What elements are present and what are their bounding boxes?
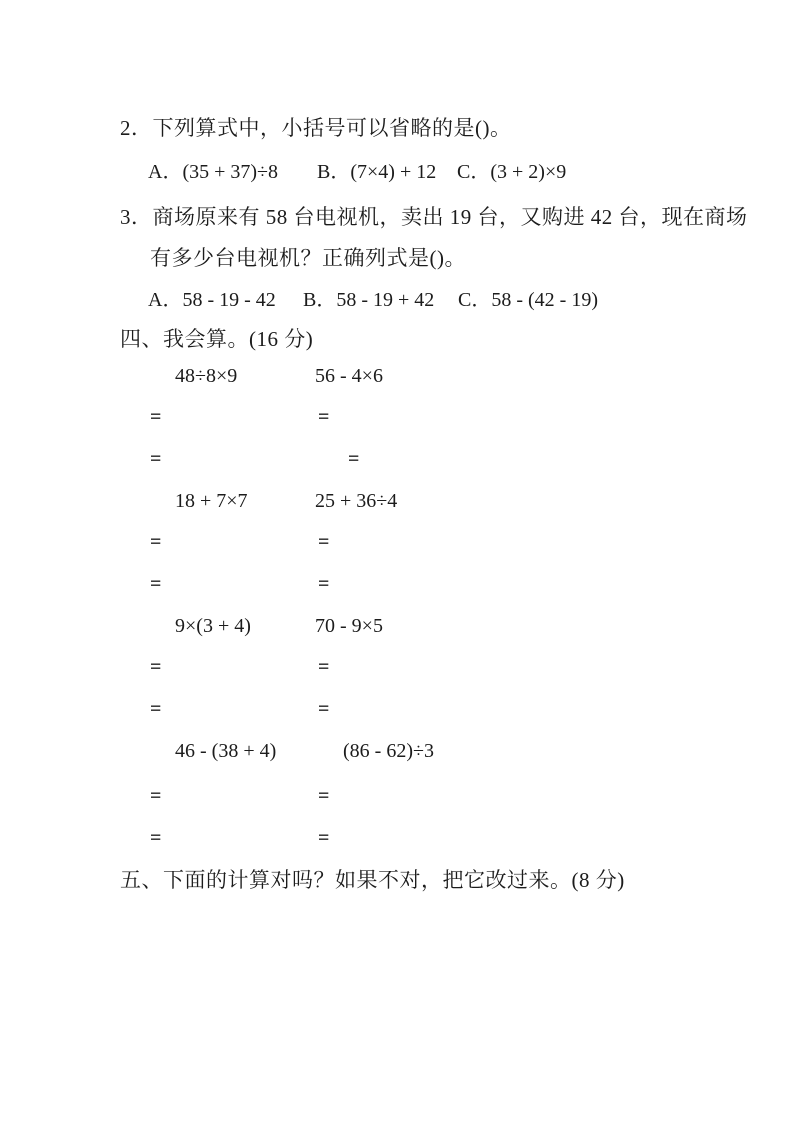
- equals-sign: =: [318, 531, 330, 553]
- problem-3-left-expression: 9×(3 + 4): [175, 615, 251, 637]
- question-2-option-b: B．(7×4) + 12: [317, 161, 437, 183]
- equals-sign: =: [318, 406, 330, 428]
- equals-sign: =: [318, 785, 330, 807]
- question-3-line1: 3．商场原来有 58 台电视机，卖出 19 台，又购进 42 台，现在商场: [120, 205, 748, 229]
- equals-sign: =: [348, 448, 360, 470]
- question-2-option-c: C．(3 + 2)×9: [457, 161, 567, 183]
- equals-sign: =: [318, 656, 330, 678]
- equals-sign: =: [150, 448, 162, 470]
- equals-sign: =: [150, 827, 162, 849]
- equals-sign: =: [150, 785, 162, 807]
- question-3-option-a: A．58 - 19 - 42: [148, 289, 276, 311]
- section-4-heading: 四、我会算。(16 分): [120, 327, 314, 351]
- problem-1-left-expression: 48÷8×9: [175, 365, 238, 387]
- equals-sign: =: [150, 406, 162, 428]
- problem-4-left-expression: 46 - (38 + 4): [175, 740, 277, 762]
- problem-1-right-expression: 56 - 4×6: [315, 365, 383, 387]
- equals-sign: =: [150, 698, 162, 720]
- equals-sign: =: [150, 656, 162, 678]
- equals-sign: =: [150, 531, 162, 553]
- equals-sign: =: [318, 698, 330, 720]
- question-3-line2: 有多少台电视机？正确列式是()。: [150, 246, 466, 270]
- problem-2-right-expression: 25 + 36÷4: [315, 490, 398, 512]
- equals-sign: =: [318, 827, 330, 849]
- question-3-option-c: C．58 - (42 - 19): [458, 289, 598, 311]
- question-3-option-b: B．58 - 19 + 42: [303, 289, 435, 311]
- problem-3-right-expression: 70 - 9×5: [315, 615, 383, 637]
- problem-4-right-expression: (86 - 62)÷3: [343, 740, 434, 762]
- question-2-option-a: A．(35 + 37)÷8: [148, 161, 279, 183]
- question-2-text: 2．下列算式中，小括号可以省略的是()。: [120, 116, 512, 140]
- equals-sign: =: [150, 573, 162, 595]
- equals-sign: =: [318, 573, 330, 595]
- problem-2-left-expression: 18 + 7×7: [175, 490, 248, 512]
- section-5-heading: 五、下面的计算对吗？如果不对，把它改过来。(8 分): [120, 868, 625, 892]
